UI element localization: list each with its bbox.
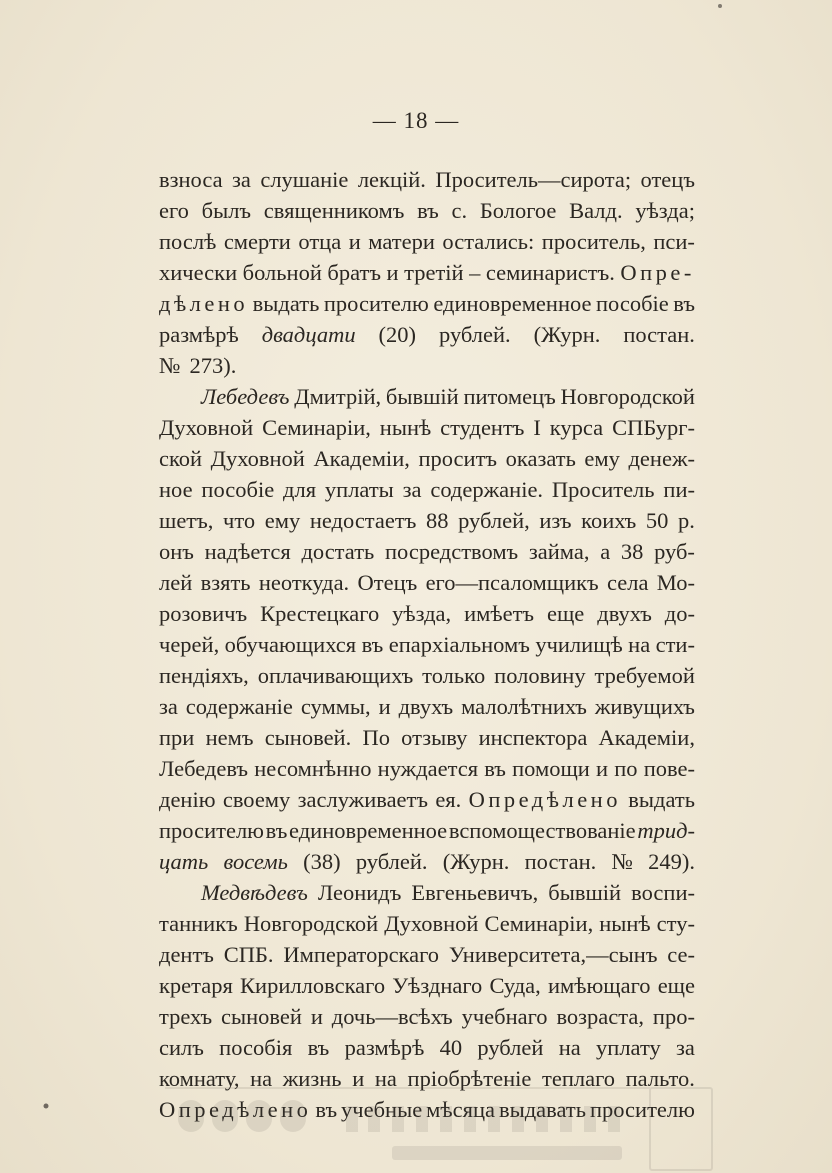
text-line xyxy=(159,567,695,598)
body-text xyxy=(159,164,695,1125)
text-word: неоткуда. xyxy=(258,570,350,595)
text-line xyxy=(159,877,695,908)
text-word: 38 xyxy=(620,539,644,564)
text-word: шетъ, xyxy=(159,508,214,533)
text-word: пове- xyxy=(643,756,695,781)
text-word: Семинаріи, xyxy=(262,415,371,440)
text-word: просителю xyxy=(159,818,264,843)
text-word: а xyxy=(600,539,611,564)
text-word: единовременное xyxy=(433,291,592,316)
text-word: Лебедевъ xyxy=(159,756,249,781)
text-word: слушаніе xyxy=(260,167,349,192)
text-word: матери xyxy=(368,229,435,254)
text-word: двухъ xyxy=(597,601,652,626)
text-line xyxy=(159,629,695,660)
text-word: оплачивающихъ xyxy=(257,663,414,688)
text-line xyxy=(159,784,695,815)
text-word: курса xyxy=(549,415,604,440)
text-word: что xyxy=(223,508,256,533)
text-line xyxy=(159,660,695,691)
text-word: Опредѣлено xyxy=(468,787,621,812)
text-word: рублей xyxy=(477,1035,544,1060)
text-word: пособіе xyxy=(201,477,275,502)
text-word: № xyxy=(159,353,181,378)
text-word: № xyxy=(611,849,633,874)
text-word: возраста, xyxy=(556,1004,645,1029)
text-word: Евгеньевичъ, xyxy=(411,880,539,905)
text-line xyxy=(159,1063,695,1094)
text-word: Мо- xyxy=(656,570,695,595)
text-word: при xyxy=(159,725,195,750)
text-line xyxy=(159,753,695,784)
text-word: цать xyxy=(159,849,209,874)
text-word: проситель, xyxy=(541,229,646,254)
text-line xyxy=(159,164,695,195)
text-word: и xyxy=(310,1004,323,1029)
text-line xyxy=(159,226,695,257)
text-word: 40 xyxy=(439,1035,463,1060)
text-word: половину xyxy=(494,663,586,688)
text-word: дѣлено xyxy=(159,291,249,316)
text-word: села xyxy=(607,570,649,595)
text-word: Дмитрій, xyxy=(294,384,382,409)
text-word: Отецъ xyxy=(357,570,418,595)
text-word: выдать xyxy=(628,787,695,812)
text-word: епархіальномъ xyxy=(388,632,530,657)
text-word: и xyxy=(378,694,391,719)
text-word: священникомъ xyxy=(263,198,405,223)
text-word: Духовной xyxy=(384,911,479,936)
text-word: 88 xyxy=(425,508,449,533)
text-word: единовременное xyxy=(289,818,448,843)
text-word: только xyxy=(422,663,486,688)
text-line xyxy=(159,288,695,319)
text-word: уплаты xyxy=(324,477,394,502)
text-word: за xyxy=(402,477,422,502)
text-word: По xyxy=(362,725,390,750)
text-word: се- xyxy=(667,942,695,967)
text-word: Проситель—сирота; xyxy=(435,167,632,192)
text-word: остались: xyxy=(442,229,535,254)
text-word: руб- xyxy=(654,539,695,564)
text-word: двадцати xyxy=(261,322,356,347)
text-word: и xyxy=(386,260,399,285)
text-word: для xyxy=(283,477,317,502)
text-word: ея. xyxy=(435,787,462,812)
text-line xyxy=(159,846,695,877)
text-word: студентъ xyxy=(440,415,525,440)
text-word: отца xyxy=(298,229,342,254)
text-word: денеж- xyxy=(628,446,695,471)
text-word: въ xyxy=(417,198,439,223)
text-word: выдавать xyxy=(498,1097,586,1122)
text-line xyxy=(159,1001,695,1032)
text-word: взноса xyxy=(159,167,223,192)
text-word: коихъ xyxy=(581,508,637,533)
text-word: живущихъ xyxy=(594,694,695,719)
text-word: и xyxy=(348,229,361,254)
text-word: до- xyxy=(664,601,695,626)
text-word: хически xyxy=(159,260,238,285)
text-word: малолѣтнихъ xyxy=(461,694,587,719)
text-word: на xyxy=(374,1066,397,1091)
text-word: учебные xyxy=(341,1097,423,1122)
text-word: Валд. xyxy=(569,198,623,223)
text-word: въ xyxy=(361,632,384,657)
text-word: Крестецкаго xyxy=(260,601,380,626)
text-word: посредствомъ xyxy=(384,539,519,564)
text-word: въ xyxy=(484,756,506,781)
text-word: на xyxy=(558,1035,581,1060)
text-word: суммы, xyxy=(300,694,371,719)
text-word: танникъ xyxy=(159,911,238,936)
text-word: питомецъ xyxy=(463,384,556,409)
text-word: пальто. xyxy=(625,1066,695,1091)
text-word: СПБург- xyxy=(612,415,695,440)
text-word: былъ xyxy=(201,198,252,223)
text-word: черей, xyxy=(159,632,220,657)
text-word: займа, xyxy=(528,539,590,564)
text-word: сту- xyxy=(656,911,695,936)
text-word: денію xyxy=(159,787,216,812)
text-word: въ xyxy=(307,1035,330,1060)
text-word: смерти xyxy=(223,229,291,254)
text-word: лей xyxy=(159,570,193,595)
text-word: Опредѣлено xyxy=(159,1097,312,1122)
text-word: рублей. xyxy=(355,849,428,874)
text-word: Семинаріи, xyxy=(484,911,594,936)
text-word: немъ xyxy=(205,725,254,750)
text-word: рублей. xyxy=(439,322,511,347)
text-word: за xyxy=(159,694,178,719)
text-word: сти- xyxy=(655,632,695,657)
text-line xyxy=(159,939,695,970)
text-word: пособіе xyxy=(596,291,669,316)
text-word: теплаго xyxy=(542,1066,615,1091)
text-line xyxy=(159,474,695,505)
text-word: больной xyxy=(242,260,322,285)
text-line xyxy=(159,815,695,846)
text-word: содержаніе xyxy=(185,694,293,719)
text-word: силъ xyxy=(159,1035,204,1060)
text-word: несомнѣнно xyxy=(254,756,372,781)
text-word: двухъ xyxy=(398,694,454,719)
text-word: надѣется xyxy=(204,539,291,564)
text-word: ему xyxy=(264,508,301,533)
text-word: въ xyxy=(265,818,288,843)
text-word: Духовной xyxy=(159,415,254,440)
text-word: Леонидъ xyxy=(317,880,402,905)
text-word: жизнь xyxy=(282,1066,342,1091)
text-word: трехъ xyxy=(159,1004,213,1029)
text-word: училищѣ xyxy=(535,632,623,657)
text-word: пси- xyxy=(653,229,695,254)
text-word: вспомоществованіе xyxy=(448,818,636,843)
text-word: (Журн. xyxy=(533,322,601,347)
text-word: еще xyxy=(547,601,585,626)
text-word: Медвѣдевъ xyxy=(201,880,308,905)
text-word: рублей, xyxy=(458,508,530,533)
text-word: с. xyxy=(451,198,468,223)
text-word: Академіи, xyxy=(598,725,695,750)
text-word: пи- xyxy=(663,477,695,502)
text-word: бывшій xyxy=(385,384,459,409)
text-word: еще xyxy=(657,973,695,998)
text-word: за xyxy=(676,1035,695,1060)
text-word: содержаніе. xyxy=(430,477,544,502)
text-word: Суда, xyxy=(489,973,541,998)
text-word: Новгородской xyxy=(243,911,379,936)
text-line xyxy=(159,257,695,288)
text-word: нуждается xyxy=(377,756,479,781)
text-word: помощи xyxy=(512,756,590,781)
text-word: уѣзда; xyxy=(635,198,695,223)
text-word: по xyxy=(614,756,638,781)
text-word: отецъ xyxy=(640,167,695,192)
text-word: дентъ xyxy=(159,942,214,967)
text-word: просителю xyxy=(589,1097,695,1122)
text-word: учебнаго xyxy=(461,1004,548,1029)
text-word: въ xyxy=(673,291,695,316)
text-word: воспи- xyxy=(631,880,695,905)
text-word: пріобрѣтеніе xyxy=(407,1066,532,1091)
text-line xyxy=(159,536,695,567)
text-word: размѣрѣ xyxy=(159,322,239,347)
text-word: семинаристъ. xyxy=(485,260,615,285)
text-word: недостаетъ xyxy=(309,508,417,533)
text-line xyxy=(159,722,695,753)
text-line xyxy=(159,908,695,939)
text-word: достать xyxy=(301,539,375,564)
text-word: имѣетъ xyxy=(464,601,535,626)
text-word: Духовной xyxy=(210,446,305,471)
text-word: уѣзда, xyxy=(392,601,452,626)
text-word: просителю xyxy=(323,291,429,316)
text-word: р. xyxy=(678,508,695,533)
text-word: лекцій. xyxy=(357,167,426,192)
text-word: сыновей. xyxy=(264,725,352,750)
text-word: въ xyxy=(315,1097,338,1122)
text-word: мѣсяца xyxy=(426,1097,495,1122)
text-word: Новгородской xyxy=(560,384,695,409)
text-word: проситъ xyxy=(418,446,498,471)
text-word: постан. xyxy=(623,322,695,347)
text-word: – xyxy=(469,260,481,285)
text-line xyxy=(159,505,695,536)
text-word: на xyxy=(628,632,651,657)
text-word: восемь xyxy=(223,849,288,874)
text-word: размѣрѣ xyxy=(344,1035,425,1060)
text-line xyxy=(159,319,695,350)
text-word: имѣющаго xyxy=(547,973,651,998)
text-word: I xyxy=(533,415,541,440)
text-line xyxy=(159,1094,695,1125)
text-word: Университета,—сынъ xyxy=(448,942,658,967)
text-word: 249). xyxy=(648,849,695,874)
text-word: инспектора xyxy=(478,725,588,750)
text-word: Императорскаго xyxy=(283,942,440,967)
text-word: нынѣ xyxy=(379,415,432,440)
text-word: Проситель xyxy=(551,477,655,502)
text-word: выдать xyxy=(252,291,320,316)
text-word: (Журн. xyxy=(442,849,510,874)
text-word: обучающихся xyxy=(224,632,357,657)
text-line xyxy=(159,691,695,722)
text-line xyxy=(159,598,695,629)
text-word: постан. xyxy=(524,849,597,874)
text-word: СПБ. xyxy=(223,942,274,967)
text-word: оказать xyxy=(505,446,576,471)
text-word: Уѣзднаго xyxy=(392,973,483,998)
text-word: послѣ xyxy=(159,229,217,254)
text-word: (20) xyxy=(378,322,417,347)
text-word: (38) xyxy=(303,849,341,874)
text-word: изъ xyxy=(539,508,572,533)
text-word: и xyxy=(596,756,609,781)
text-word: кретаря xyxy=(159,973,233,998)
text-line xyxy=(159,412,695,443)
text-word: его—псаломщикъ xyxy=(425,570,599,595)
text-word: своему xyxy=(222,787,291,812)
text-word: 273). xyxy=(189,353,237,378)
text-word: дочь—всѣхъ xyxy=(331,1004,453,1029)
text-word: ное xyxy=(159,477,193,502)
text-line xyxy=(159,970,695,1001)
text-word: пендіяхъ, xyxy=(159,663,249,688)
text-word: про- xyxy=(652,1004,695,1029)
text-word: Лебедевъ xyxy=(201,384,290,409)
text-line xyxy=(159,381,695,412)
text-word: Кирилловскаго xyxy=(240,973,386,998)
page-number: — 18 — xyxy=(372,108,460,133)
text-line xyxy=(159,350,695,381)
text-line xyxy=(159,195,695,226)
text-word: ской xyxy=(159,446,203,471)
text-word: Опре- xyxy=(620,260,695,285)
text-word: братъ xyxy=(327,260,381,285)
text-word: его xyxy=(159,198,189,223)
text-word: онъ xyxy=(159,539,194,564)
text-word: Бологое xyxy=(479,198,557,223)
text-line xyxy=(159,1032,695,1063)
text-word: трид- xyxy=(637,818,695,843)
text-word: комнату, xyxy=(159,1066,240,1091)
text-word: Академіи, xyxy=(313,446,410,471)
text-word: розовичъ xyxy=(159,601,248,626)
text-word: и xyxy=(352,1066,365,1091)
text-word: 50 xyxy=(645,508,669,533)
text-word: заслуживаетъ xyxy=(297,787,429,812)
text-word: ему xyxy=(584,446,620,471)
text-word: за xyxy=(232,167,251,192)
text-line xyxy=(159,443,695,474)
text-word: пособія xyxy=(219,1035,293,1060)
text-word: нынѣ xyxy=(599,911,651,936)
text-word: сыновей xyxy=(220,1004,302,1029)
text-word: отзыву xyxy=(401,725,468,750)
text-word: уплату xyxy=(596,1035,661,1060)
text-word: требуемой xyxy=(594,663,695,688)
text-word: взять xyxy=(200,570,251,595)
text-word: бывшій xyxy=(548,880,622,905)
text-word: на xyxy=(250,1066,273,1091)
text-word: третій xyxy=(404,260,464,285)
